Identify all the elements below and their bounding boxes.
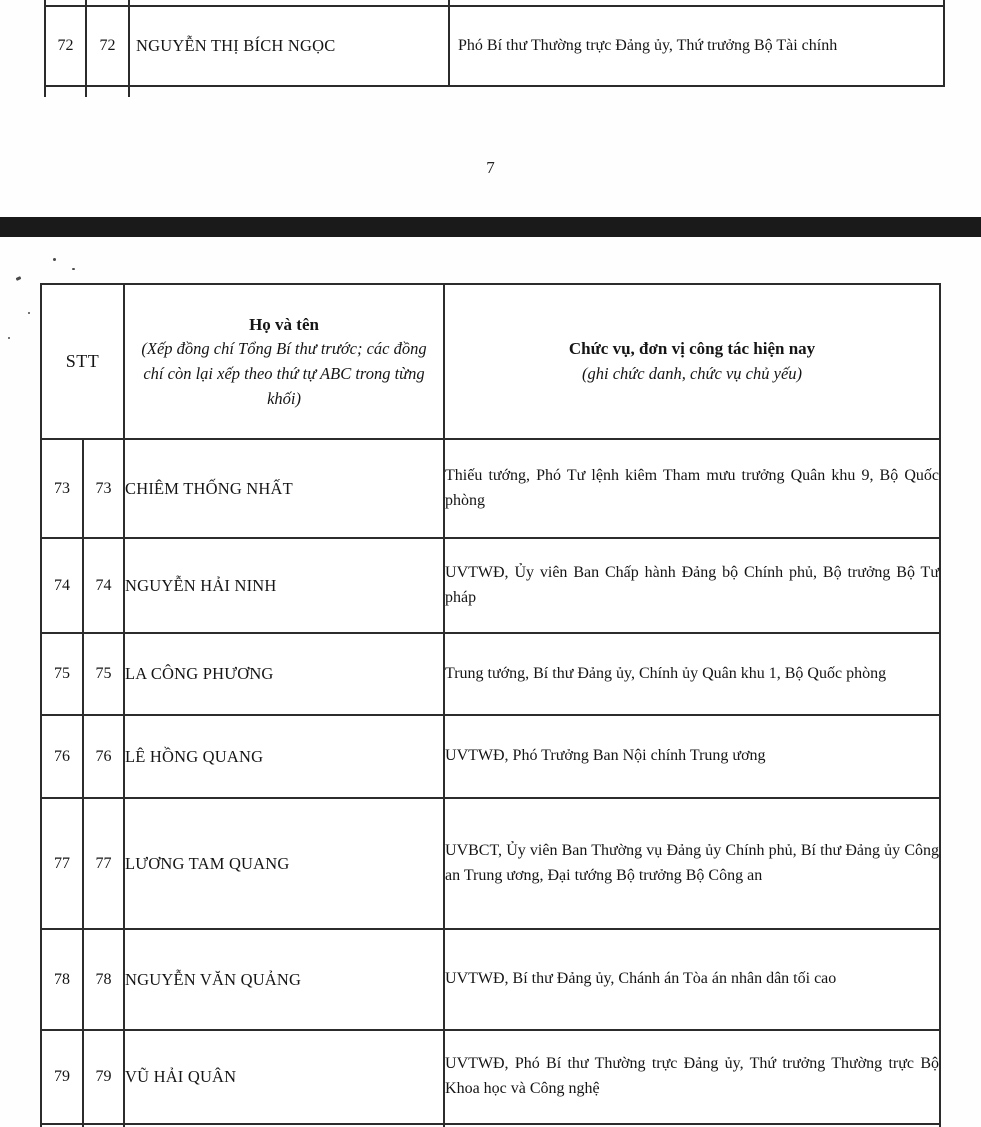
cell-stt-right: 77 [83, 798, 124, 929]
cell-name: CHIÊM THỐNG NHẤT [124, 439, 444, 538]
scan-speck [16, 276, 22, 281]
page8-roster-table [40, 283, 941, 1125]
scan-speck [53, 258, 56, 261]
position-text: UVTWĐ, Phó Trưởng Ban Nội chính Trung ương [445, 747, 766, 765]
cell-position [444, 798, 940, 929]
cell-stt-right: 74 [83, 538, 124, 633]
table-gridline [82, 1123, 84, 1127]
cell-stt-left: 74 [41, 538, 83, 633]
cell-position: Phó Bí thư Thường trực Đảng ủy, Thứ trưởng Bộ Tài chính [458, 37, 838, 54]
position-text: UVTWĐ, Phó Bí thư Thường trực Đảng ủy, Thứ trưởng Thường trực Bộ Khoa học và Công nghệ [445, 1055, 939, 1097]
position-text: UVTWĐ, Bí thư Đảng ủy, Chánh án Tòa án nhân dân tối cao [445, 970, 837, 988]
position-text: Trung tướng, Bí thư Đảng ủy, Chính ủy Quân khu 1, Bộ Quốc phòng [445, 664, 887, 682]
header-position [444, 284, 940, 439]
scan-speck [28, 312, 30, 314]
position-text: Thiếu tướng, Phó Tư lệnh kiêm Tham mưu trưởng Quân khu 9, Bộ Quốc phòng [445, 466, 939, 509]
cell-stt-left: 79 [41, 1030, 83, 1124]
cell-position [444, 1030, 940, 1124]
header-name-title: Họ và tên [249, 314, 319, 334]
cell-stt-left: 72 [46, 7, 87, 85]
cell-stt-left: 73 [41, 439, 83, 538]
cell-name: NGUYỄN THỊ BÍCH NGỌC [130, 7, 450, 85]
page-separator-bar [0, 217, 981, 237]
scan-speck [72, 268, 75, 270]
header-stt: STT [41, 284, 124, 439]
table-row [41, 538, 940, 633]
cell-stt-left: 77 [41, 798, 83, 929]
cell-name: LÊ HỒNG QUANG [124, 715, 444, 798]
table-header-row [41, 284, 940, 439]
table-row [41, 1030, 940, 1124]
header-name [124, 284, 444, 439]
cell-stt-left: 78 [41, 929, 83, 1030]
cell-stt-right: 75 [83, 633, 124, 715]
cell-name: LƯƠNG TAM QUANG [124, 798, 444, 929]
cell-stt-right: 76 [83, 715, 124, 798]
cell-stt-left: 75 [41, 633, 83, 715]
table-row [41, 439, 940, 538]
table-row [44, 5, 945, 87]
table-row [41, 633, 940, 715]
cell-position [444, 439, 940, 538]
table-row [41, 798, 940, 929]
page-number: 7 [486, 158, 495, 177]
cell-name: NGUYỄN HẢI NINH [124, 538, 444, 633]
position-text: UVTWĐ, Ủy viên Ban Chấp hành Đảng bộ Chính phủ, Bộ trưởng Bộ Tư pháp [445, 563, 939, 606]
cell-name: LA CÔNG PHƯƠNG [124, 633, 444, 715]
position-text: UVBCT, Ủy viên Ban Thường vụ Đảng ủy Chính phủ, Bí thư Đảng ủy Công an Trung ương, Đại tướng Bộ trưởng Bộ Công an [445, 841, 939, 884]
header-position-note: (ghi chức danh, chức vụ chủ yếu) [581, 363, 803, 383]
cell-stt-left: 76 [41, 715, 83, 798]
cell-position [444, 715, 940, 798]
table-gridline [939, 1123, 941, 1127]
table-row [41, 929, 940, 1030]
table-gridline [40, 1123, 42, 1127]
cell-position [444, 538, 940, 633]
cell-position [444, 929, 940, 1030]
cell-stt-right: 72 [87, 7, 130, 85]
cell-name: VŨ HẢI QUÂN [124, 1030, 444, 1124]
scan-speck [8, 337, 10, 339]
table-row [41, 715, 940, 798]
cell-name: NGUYỄN VĂN QUẢNG [124, 929, 444, 1030]
table-gridline [443, 1123, 445, 1127]
cell-stt-right: 78 [83, 929, 124, 1030]
page7-table-fragment [44, 0, 945, 97]
table-gridline [123, 1123, 125, 1127]
cell-stt-right: 79 [83, 1030, 124, 1124]
cell-position [444, 633, 940, 715]
cell-stt-right: 73 [83, 439, 124, 538]
header-name-note: (Xếp đồng chí Tổng Bí thư trước; các đồng chí còn lại xếp theo thứ tự ABC trong từng khối) [141, 339, 427, 408]
header-position-title: Chức vụ, đơn vị công tác hiện nay [568, 339, 816, 359]
